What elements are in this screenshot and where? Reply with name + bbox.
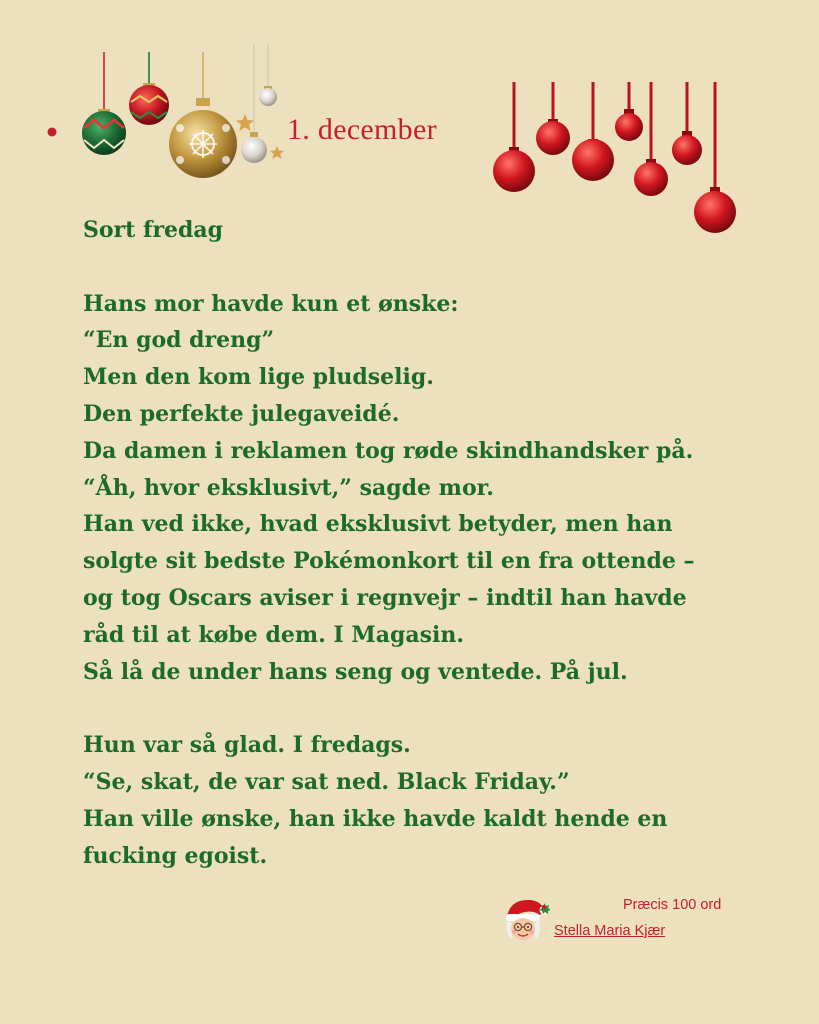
word-count: Præcis 100 ord [623, 897, 722, 913]
author-link[interactable]: Stella Maria Kjær [554, 923, 666, 939]
poem-line: Den perfekte julegaveidé. [83, 400, 400, 427]
poem-line: “Åh, hvor eksklusivt,” sagde mor. [83, 474, 494, 501]
poem-line: Men den kom lige pludselig. [83, 364, 434, 391]
poem-line: fucking egoist. [83, 842, 268, 869]
poem-line: og tog Oscars aviser i regnvejr – indtil han havde [83, 584, 687, 611]
poem-line: Hans mor havde kun et ønske: [83, 290, 459, 317]
poem-line: Han ved ikke, hvad eksklusivt betyder, men han [83, 511, 673, 538]
santa-woman-avatar-icon [500, 895, 550, 943]
poem [83, 212, 783, 874]
poem-line: “Se, skat, de var sat ned. Black Friday.” [83, 768, 570, 795]
poem-line: Da damen i reklamen tog røde skindhandsker på. [83, 437, 694, 464]
date-title: 1. december [287, 113, 437, 146]
poem-line: Han ville ønske, han ikke havde kaldt hende en [83, 805, 668, 832]
poem-line: råd til at købe dem. I Magasin. [83, 621, 465, 648]
poem-line: Så lå de under hans seng og ventede. På jul. [83, 658, 628, 685]
poem-line: Hun var så glad. I fredags. [83, 732, 411, 759]
christmas-ornaments-icon [40, 40, 290, 190]
poem-title: Sort fredag [83, 217, 224, 243]
poem-line: solgte sit bedste Pokémonkort til en fra ottende – [83, 548, 695, 575]
poem-line: “En god dreng” [83, 327, 275, 354]
